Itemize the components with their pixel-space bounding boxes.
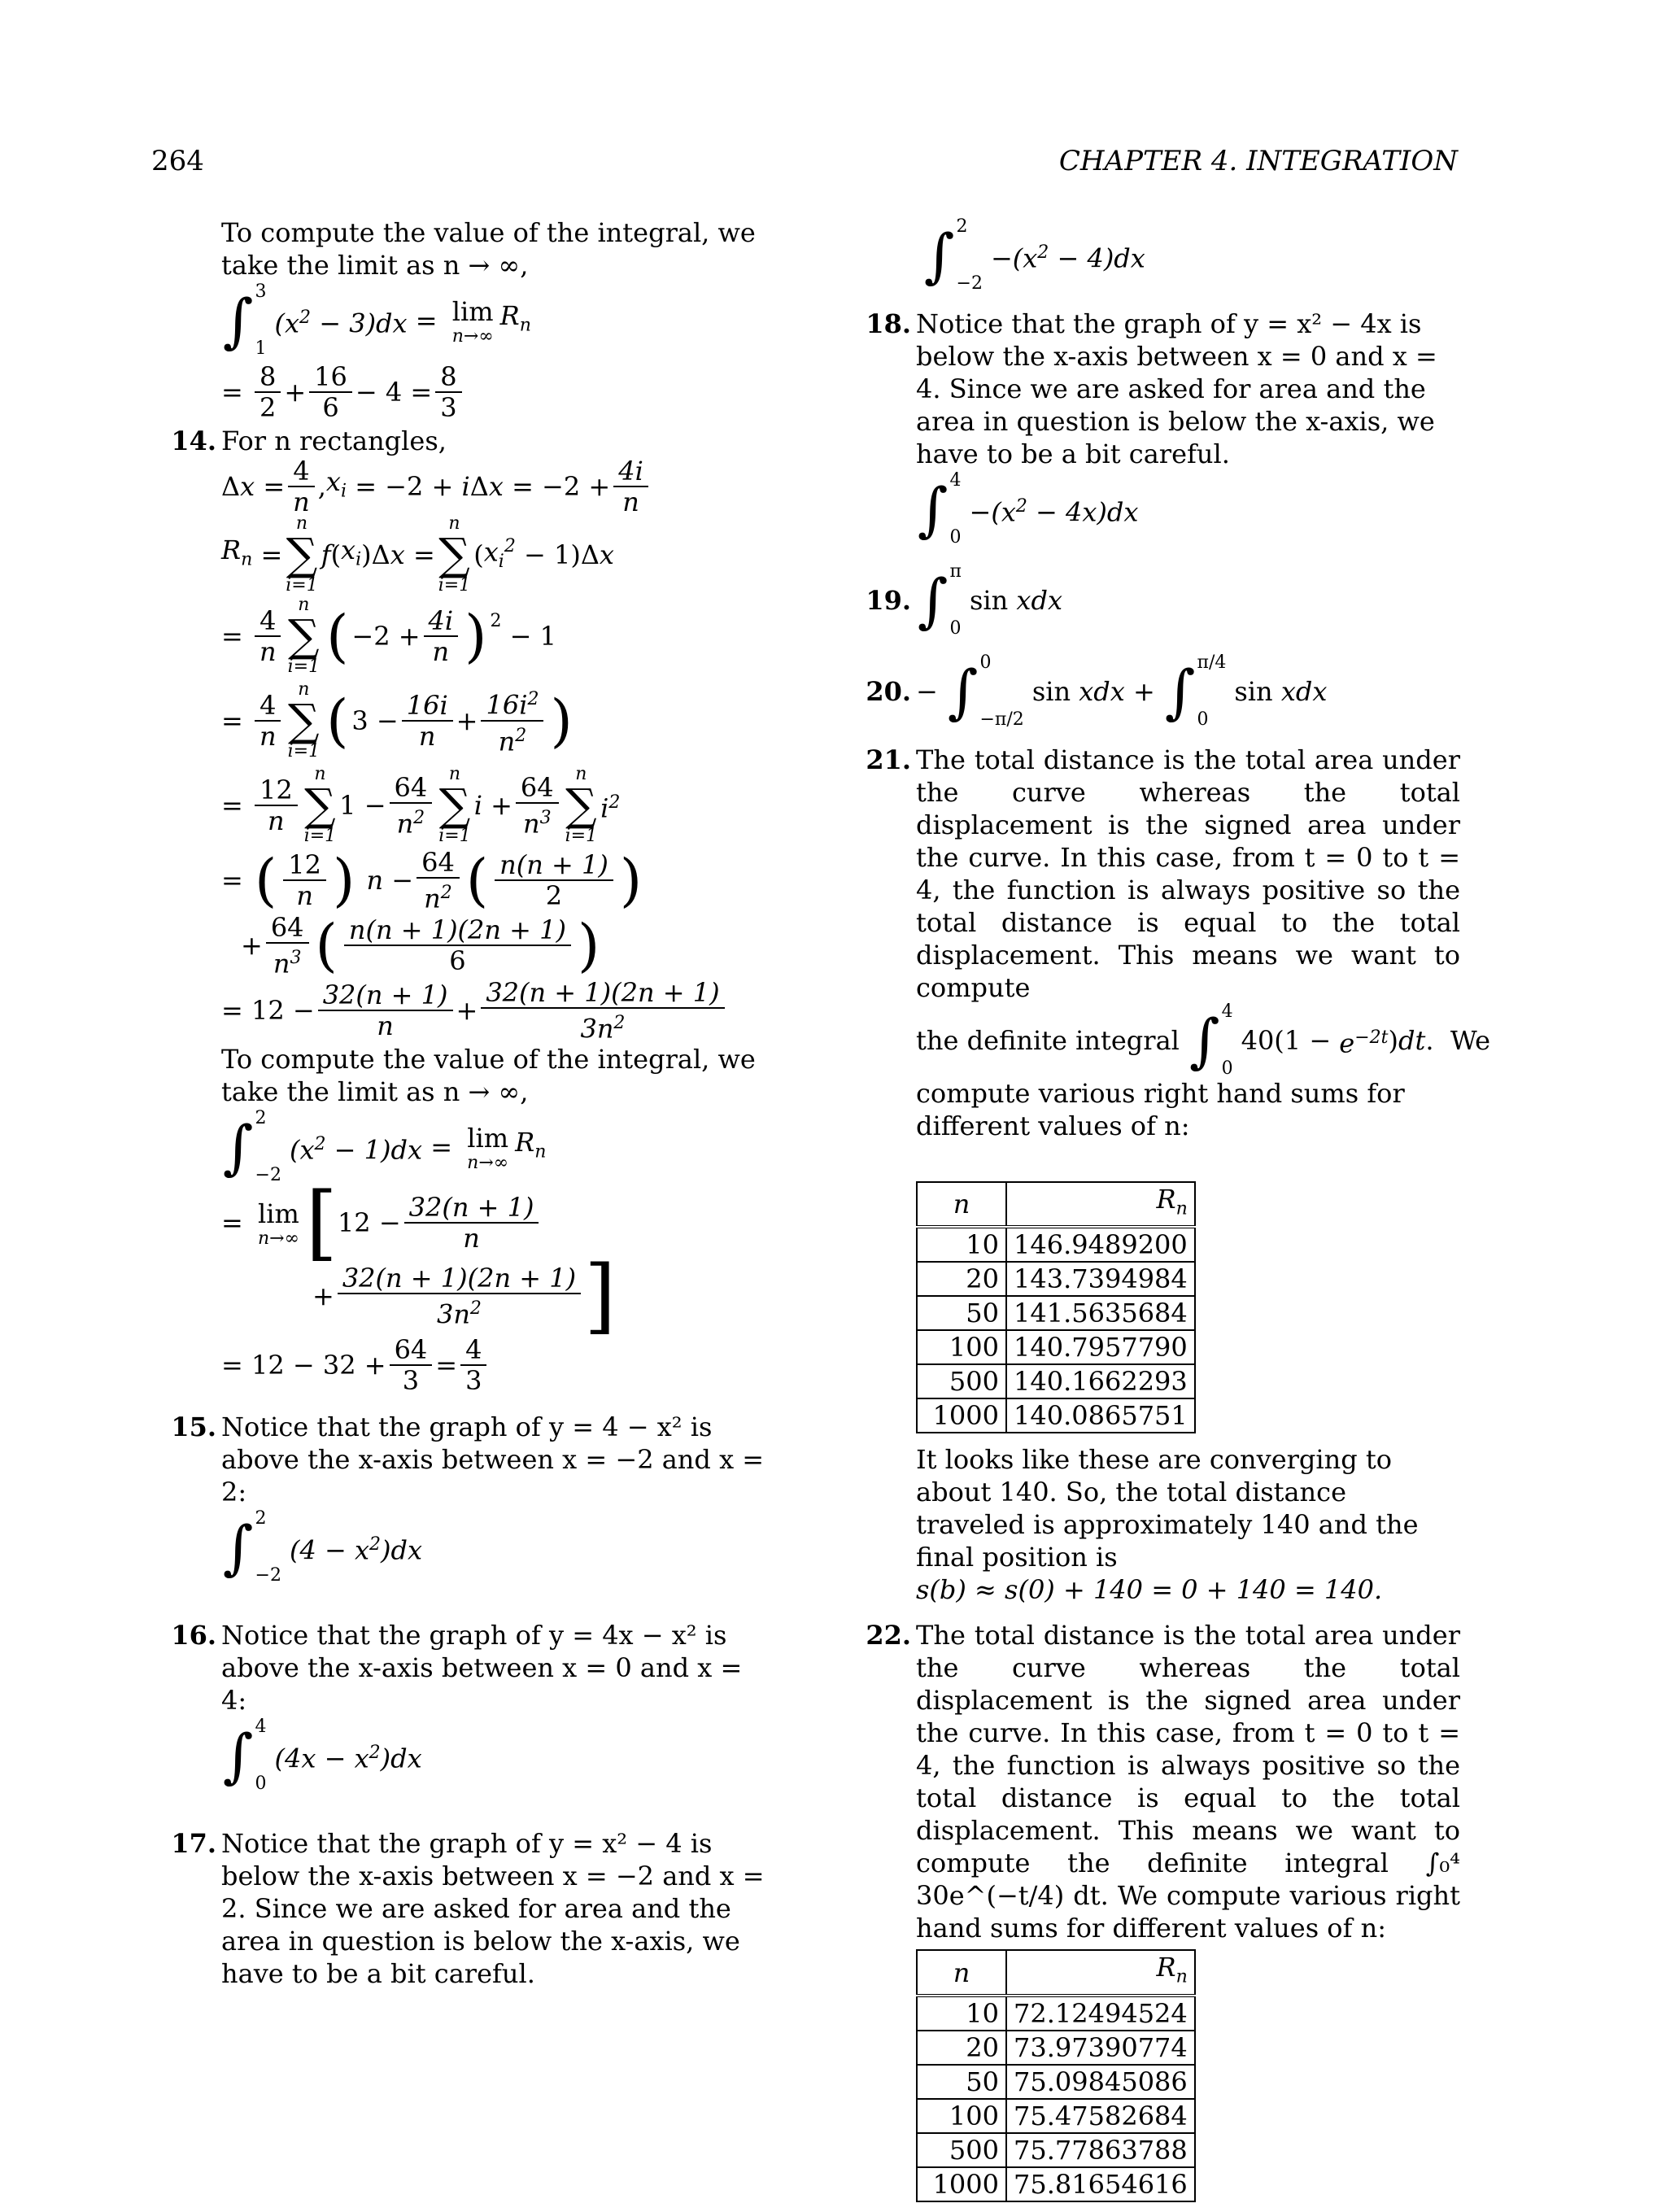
table-header: $R_n$: [1006, 1182, 1195, 1227]
right-column: [862, 216, 1491, 2212]
table-row: 100 75.47582684: [917, 2099, 1195, 2133]
problem-number: 15.: [171, 1411, 216, 1442]
problem-21-final-position: s(b) ≈ s(0) + 140 = 0 + 140 = 140.: [916, 1574, 1383, 1606]
chapter-title: CHAPTER 4. INTEGRATION: [1058, 145, 1458, 177]
problem-21-text-continued: compute various right hand sums for different values of n:: [916, 1078, 1405, 1141]
equation-14-step5: + $\frac{64}{n^3}$ ( $\frac{n(n + 1)(2n + 1)}{6}$ ): [241, 911, 600, 979]
equation-13-limit: ∫ 3 1 $(x^2 - 3)dx$ = lim n→∞ $R_n$: [223, 281, 531, 359]
equation-14-result: = 12 − 32 + $\frac{64}{3}$ = $\frac{4}{3}$: [221, 1333, 774, 1398]
page-header: [151, 145, 1458, 179]
equation-14-limit: ∫ 2 −2 $(x^2 - 1)dx$ = lim n→∞ $R_n$: [223, 1108, 547, 1185]
equation-18-integral: ∫ 4 0 $-(x^2 - 4x)dx$: [918, 470, 1139, 548]
problem-16: [171, 1619, 774, 1795]
table-header: n: [917, 1182, 1006, 1227]
table-row: 500 140.1662293: [917, 1364, 1195, 1398]
equation-20-integrals: − ∫ 0 −π/2 sin xdx + ∫ π/4 0 sin xdx: [916, 652, 1328, 730]
table-row: 100 140.7957790: [917, 1330, 1195, 1364]
table-row: 10 72.12494524: [917, 1996, 1195, 2031]
problem-16-text: Notice that the graph of y = 4x − x² is above the x-axis between x = 0 and x = 4:: [221, 1620, 743, 1716]
equation-14-step6: = 12 − $\frac{32(n + 1)}{n}$ + $\frac{32(n + 1)(2n + 1)}{3n^2}$: [221, 978, 774, 1043]
problem-22-text: The total distance is the total area under the curve whereas the total displacement is the signed area under the curve. In this case, from t = 0 to t = 4, the function is always positive so the total distance is equal to the total displacement. This means we want to compute the definite integral ∫₀⁴ 30e^(−t/4) dt. We compute various right hand sums for different values of n:: [916, 1620, 1460, 1944]
problem-number: 19.: [866, 585, 911, 616]
equation-14-step1: = $\frac{4}{n}$ n ∑ i=1 ( −2 + $\frac{4i}{n}$ ) $^2$ − 1: [221, 595, 556, 677]
problem-number: 22.: [866, 1620, 911, 1651]
problem-14-limit-text: To compute the value of the integral, we take the limit as n → ∞,: [221, 1044, 756, 1107]
problem-15-text: Notice that the graph of y = 4 − x² is above the x-axis between x = −2 and x = 2:: [221, 1411, 765, 1507]
problem-14: [171, 425, 774, 1398]
problem-17-text: Notice that the graph of y = x² − 4 is below the x-axis between x = −2 and x = 2. Since we are asked for area and the area in question is below the x-axis, we have to be a bit careful.: [221, 1828, 765, 1989]
problem-number: 20.: [866, 676, 911, 707]
equation-13-result: = $\frac{8}{2}$ + $\frac{16}{6}$ − 4 = $\frac{8}{3}$: [221, 360, 774, 425]
table-row: 20 73.97390774: [917, 2031, 1195, 2065]
equation-14-step3: = $\frac{12}{n}$ n ∑ i=1 1 − $\frac{64}{n^2}$ n ∑ i=1 i + $\frac{64}{n^3}$ n ∑ i=1 $i^2$: [221, 764, 621, 846]
problem-21-text-part: We: [1450, 1025, 1491, 1056]
problem-15: [171, 1411, 774, 1586]
table-21-right-sums: [916, 1181, 1196, 1433]
table-22-right-sums: [916, 1949, 1196, 2201]
problem-number: 16.: [171, 1620, 216, 1651]
problem-21-text: The total distance is the total area under the curve whereas the total displacement is the signed area under the curve. In this case, from t = 0 to t = 4, the function is always positive so the total distance is equal to the total displacement. This means we want to compute: [916, 744, 1460, 1003]
problem-19: [866, 561, 1460, 639]
problem-14-intro: For n rectangles,: [221, 425, 447, 456]
problem-number: 21.: [866, 744, 911, 775]
problem-21: [866, 744, 1491, 1606]
table-row: 50 75.09845086: [917, 2065, 1195, 2099]
equation-14-step2: = $\frac{4}{n}$ n ∑ i=1 ( 3 − $\frac{16i}{n}$ + $\frac{16i^2}{n^2}$ ): [221, 679, 573, 761]
page-number: 264: [151, 145, 204, 177]
problem-number: 18.: [866, 308, 911, 339]
table-row: 10 146.9489200: [917, 1227, 1195, 1262]
problem-number: 17.: [171, 1828, 216, 1859]
equation-16-integral: ∫ 4 0 $(4x - x^2)dx$: [223, 1717, 422, 1794]
problem-17: [171, 1827, 774, 1990]
table-row: 1000 140.0865751: [917, 1398, 1195, 1433]
equation-14-step4: = ( $\frac{12}{n}$ ) n − $\frac{64}{n^2}$ ( $\frac{n(n + 1)}{2}$ ): [221, 846, 643, 914]
problem-21-text-part: the definite integral: [916, 1025, 1180, 1056]
problem-18-text: Notice that the graph of y = x² − 4x is below the x-axis between x = 0 and x = 4. Since we are asked for area and the area in question is below the x-axis, we have to be a bit careful.: [916, 308, 1437, 469]
problem-number: 14.: [171, 425, 216, 456]
problem-21-integral-line: the definite integral ∫ 4 0 40(1 − $e^{-2t}$ ) dt . We: [916, 1001, 1491, 1079]
equation-15-integral: ∫ 2 −2 $(4 - x^2)dx$: [223, 1508, 423, 1586]
left-column: [171, 216, 774, 1990]
problem-13-conclusion-text: To compute the value of the integral, we take the limit as n → ∞,: [221, 217, 756, 281]
table-row: 500 75.77863788: [917, 2133, 1195, 2167]
table-row: 50 141.5635684: [917, 1296, 1195, 1330]
equation-14-riemann-sum: $R_n$ = n ∑ i=1 f ( $x_i$ )Δ x = n ∑ i=1 ( $x_i^2$ − 1)Δ x: [221, 513, 614, 596]
equation-19-integral: ∫ π 0 sin xdx: [918, 561, 1062, 639]
problem-18: [866, 308, 1460, 548]
problem-21-conclusion: It looks like these are converging to about 140. So, the total distance traveled is approximately 140 and the final position is: [916, 1444, 1419, 1573]
equation-14-limit-expanded: = lim n→∞ [ 12 − $\frac{32(n + 1)}{n}$: [221, 1186, 774, 1259]
problem-22: [866, 1619, 1460, 2201]
problem-20: [866, 652, 1460, 731]
equation-14-delta: Δ x = $\frac{4}{n}$ , $x_i$ = −2 + i Δ x = −2 + $\frac{4i}{n}$: [221, 457, 774, 516]
equation-14-limit-expanded-2: + $\frac{32(n + 1)(2n + 1)}{3n^2}$ ]: [312, 1248, 617, 1343]
table-row: 1000 75.81654616: [917, 2167, 1195, 2201]
table-header: $R_n$: [1006, 1950, 1195, 1995]
equation-17-integral: ∫ 2 −2 $-(x^2 - 4)dx$: [924, 216, 1145, 294]
table-header: n: [917, 1950, 1006, 1995]
table-row: 20 143.7394984: [917, 1262, 1195, 1296]
